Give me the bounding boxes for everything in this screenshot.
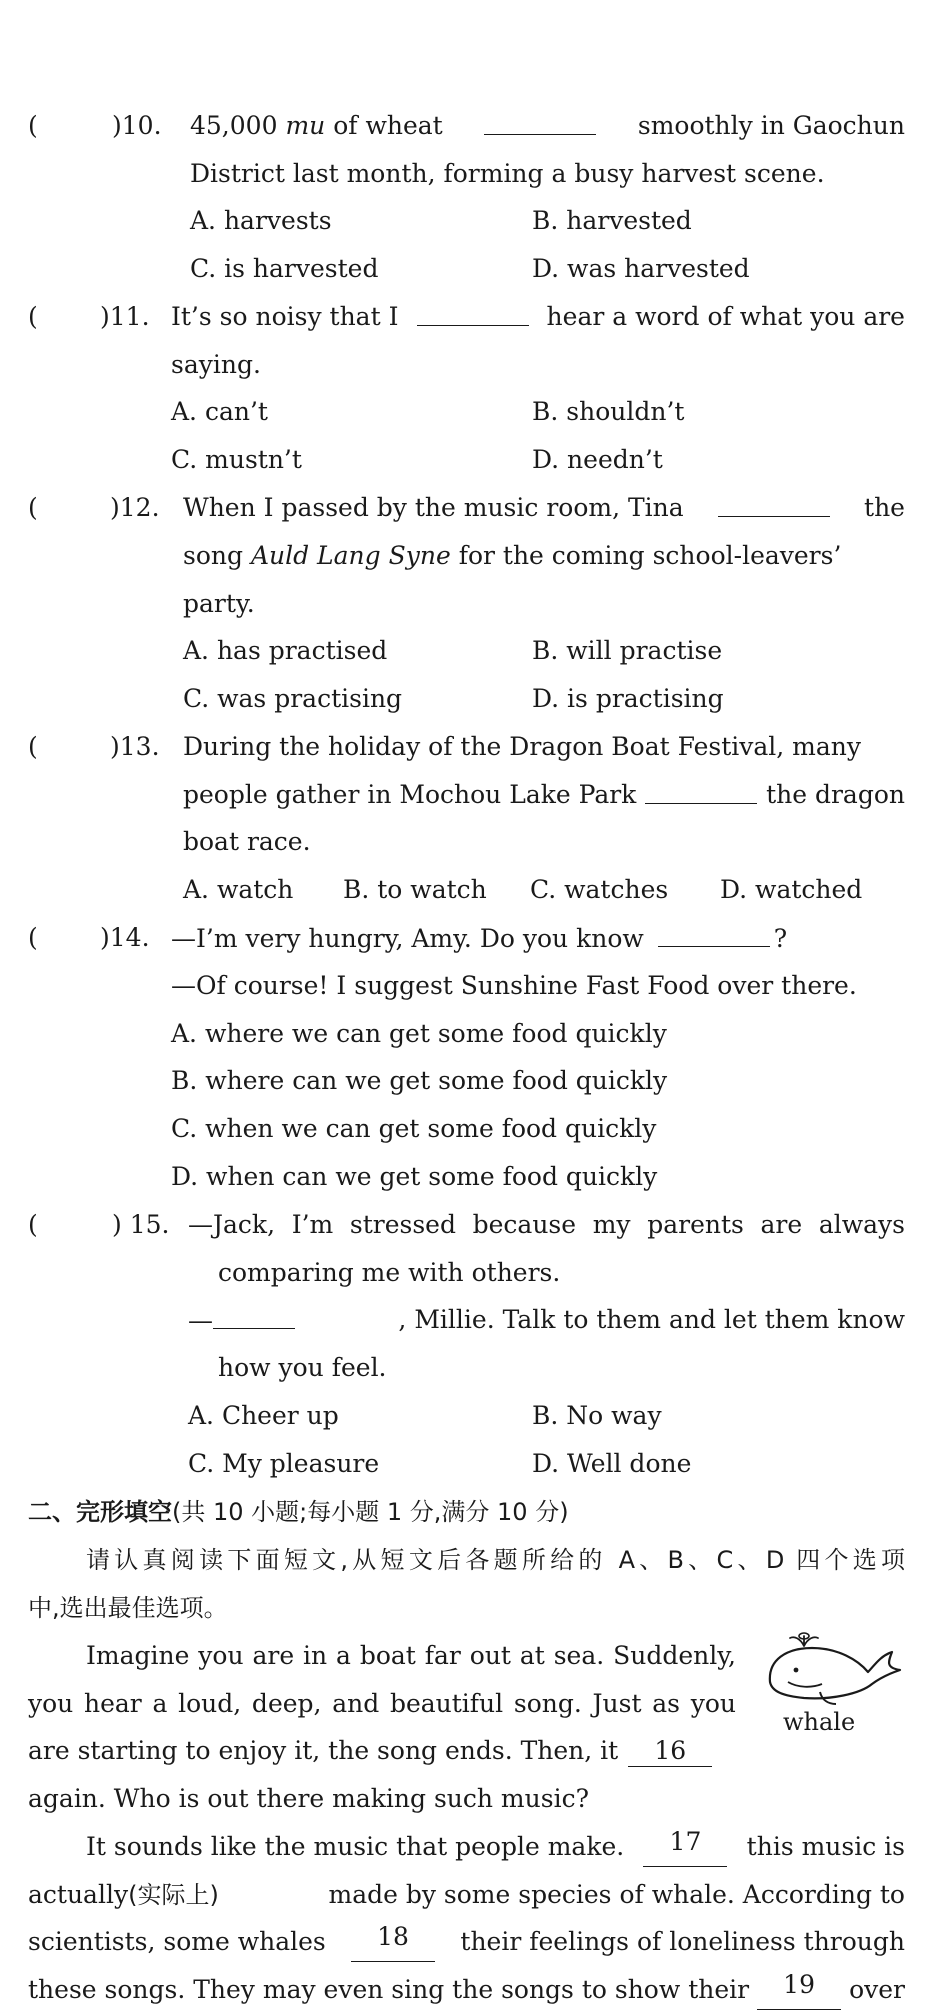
cloze-blank-19[interactable]: 19 — [757, 1970, 841, 2010]
whale-icon — [760, 1630, 910, 1710]
passage-line-2: you hear a loud, deep, and beautiful song. Just as you — [28, 1689, 736, 1718]
section-heading: 二、完形填空(共 10 小题;每小题 1 分,满分 10 分) — [28, 1498, 569, 1526]
question-14-option-c-row — [0, 1109, 943, 1149]
question-15-options-row-1 — [0, 1396, 943, 1436]
option-c[interactable]: C. when we can get some food quickly — [171, 1114, 657, 1143]
question-text: 45,000 mu of wheat smoothly in Gaochun — [190, 106, 905, 146]
option-d[interactable]: D. watched — [720, 875, 863, 904]
option-c[interactable]: C. watches — [530, 875, 669, 904]
answer-blank[interactable] — [718, 488, 830, 517]
question-number: ) 15. — [112, 1210, 170, 1239]
question-10-line-2: District last month, forming a busy harvest scene. — [190, 159, 825, 188]
option-d[interactable]: D. is practising — [532, 684, 724, 713]
question-12-options-row-1 — [0, 631, 943, 671]
passage-line-1: Imagine you are in a boat far out at sea. Suddenly, — [86, 1641, 736, 1670]
option-c[interactable]: C. My pleasure — [188, 1449, 380, 1478]
question-15-options-row-2 — [0, 1444, 943, 1484]
question-10-options-row-1 — [0, 201, 943, 241]
passage-line-8: these songs. They may even sing the songs to show their 19 over — [0, 1970, 943, 2010]
answer-paren[interactable]: ( — [28, 111, 38, 140]
answer-paren[interactable]: ( — [28, 732, 38, 761]
question-14-option-d-row — [0, 1157, 943, 1197]
question-13-line-2 — [0, 775, 943, 815]
answer-blank[interactable] — [645, 775, 757, 804]
question-11-options-row-2 — [0, 440, 943, 480]
section-instruction-line-1: 请认真阅读下面短文,从短文后各题所给的 A、B、C、D 四个选项 — [86, 1546, 905, 1574]
question-13-line-1: ( )13. During the holiday of the Dragon Boat Festival, many — [0, 727, 943, 767]
cloze-blank-17[interactable]: 17 — [643, 1827, 727, 1867]
question-13-line-3: boat race. — [183, 827, 311, 856]
answer-blank[interactable] — [213, 1300, 295, 1329]
question-15-line-3 — [0, 1300, 943, 1340]
answer-paren[interactable]: ( — [28, 493, 38, 522]
option-c[interactable]: C. was practising — [183, 684, 403, 713]
question-number: )13. — [110, 732, 160, 761]
question-number: )14. — [100, 923, 150, 952]
question-10-line-1 — [0, 106, 943, 146]
passage-line-5: It sounds like the music that people make. 17 this music is — [0, 1827, 943, 1867]
question-11-line-1 — [0, 297, 943, 337]
question-14-option-a-row — [0, 1014, 943, 1054]
passage-line-6: actually(实际上) made by some species of whale. According to — [28, 1880, 905, 1909]
cloze-blank-18[interactable]: 18 — [351, 1922, 435, 1962]
option-b[interactable]: B. shouldn’t — [532, 397, 685, 426]
option-b[interactable]: B. will practise — [532, 636, 723, 665]
question-number: )10. — [112, 111, 162, 140]
question-10-options-row-2 — [0, 249, 943, 289]
question-text: It’s so noisy that I hear a word of what you are — [171, 297, 905, 337]
answer-blank[interactable] — [658, 918, 770, 947]
option-b[interactable]: B. harvested — [532, 206, 692, 235]
option-d[interactable]: D. was harvested — [532, 254, 750, 283]
question-15-line-4: how you feel. — [218, 1353, 387, 1382]
question-number: )11. — [100, 302, 150, 331]
question-15-line-1: ( ) 15. —Jack, I’m stressed because my parents are always — [0, 1205, 943, 1245]
passage-line-4: again. Who is out there making such music? — [28, 1784, 589, 1813]
section-instruction-line-2: 中,选出最佳选项。 — [28, 1594, 228, 1622]
answer-blank[interactable] — [417, 297, 529, 326]
question-12-line-1 — [0, 488, 943, 528]
question-11-line-2: saying. — [171, 350, 261, 379]
option-a[interactable]: A. Cheer up — [188, 1401, 339, 1430]
question-14-line-2: —Of course! I suggest Sunshine Fast Food over there. — [171, 971, 857, 1000]
option-b[interactable]: B. to watch — [343, 875, 487, 904]
option-a[interactable]: A. where we can get some food quickly — [171, 1019, 667, 1048]
option-a[interactable]: A. can’t — [171, 397, 268, 426]
option-d[interactable]: D. when can we get some food quickly — [171, 1162, 658, 1191]
question-11-options-row-1 — [0, 392, 943, 432]
question-text: people gather in Mochou Lake Park the dragon — [183, 775, 905, 815]
option-c[interactable]: C. is harvested — [190, 254, 379, 283]
question-12-line-3: party. — [183, 589, 255, 618]
question-text: When I passed by the music room, Tina the — [183, 488, 905, 528]
passage-line-3: are starting to enjoy it, the song ends. Then, it 16 — [0, 1731, 943, 1771]
option-d[interactable]: D. Well done — [532, 1449, 692, 1478]
question-number: )12. — [110, 493, 160, 522]
question-12-line-2: song Auld Lang Syne for the coming school-leavers’ — [183, 541, 842, 570]
option-b[interactable]: B. No way — [532, 1401, 662, 1430]
option-c[interactable]: C. mustn’t — [171, 445, 302, 474]
whale-caption: whale — [783, 1708, 856, 1736]
answer-paren[interactable]: ( — [28, 302, 38, 331]
question-text: — , Millie. Talk to them and let them know — [188, 1300, 905, 1341]
cloze-blank-16[interactable]: 16 — [628, 1736, 712, 1767]
answer-blank[interactable] — [484, 106, 596, 135]
question-13-options-row — [0, 870, 943, 910]
question-14-line-1: ( )14. —I’m very hungry, Amy. Do you know ? — [0, 918, 943, 958]
option-a[interactable]: A. watch — [183, 875, 294, 904]
option-b[interactable]: B. where can we get some food quickly — [171, 1066, 668, 1095]
option-a[interactable]: A. harvests — [190, 206, 332, 235]
question-15-line-2: comparing me with others. — [218, 1258, 561, 1287]
option-d[interactable]: D. needn’t — [532, 445, 663, 474]
question-12-options-row-2 — [0, 679, 943, 719]
option-a[interactable]: A. has practised — [183, 636, 388, 665]
answer-paren[interactable]: ( — [28, 923, 38, 952]
question-14-option-b-row — [0, 1061, 943, 1101]
answer-paren[interactable]: ( — [28, 1210, 38, 1239]
passage-line-7: scientists, some whales 18 their feelings of loneliness through — [0, 1922, 943, 1962]
